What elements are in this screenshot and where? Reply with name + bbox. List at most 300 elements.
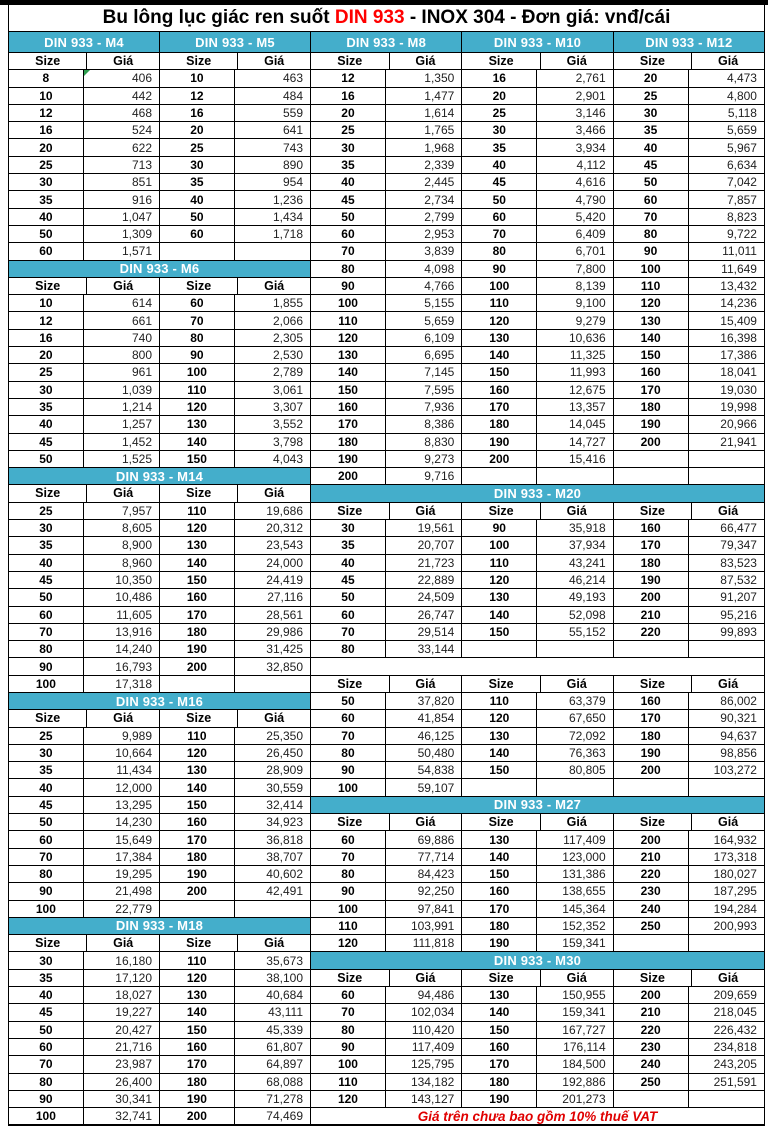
price-cell: 19,030 <box>720 382 757 397</box>
size-cell: 110 <box>614 278 689 294</box>
table-row <box>9 676 310 693</box>
price-cell: 6,695 <box>386 347 462 363</box>
table-row <box>9 987 310 1004</box>
price-cell: 38,100 <box>266 970 303 985</box>
table-row <box>311 278 764 295</box>
size-cell: 110 <box>160 503 235 519</box>
size-cell: 90 <box>160 347 235 363</box>
size-cell: 160 <box>614 693 689 709</box>
size-cell: 240 <box>614 1056 689 1072</box>
price-column-header: Giá <box>718 814 739 829</box>
price-cell: 26,450 <box>266 746 303 761</box>
size-column-header: Size <box>9 53 87 69</box>
size-cell: 60 <box>9 607 84 623</box>
price-cell: 4,766 <box>386 278 462 294</box>
price-cell: 46,125 <box>386 728 462 744</box>
price-cell: 14,236 <box>720 296 757 311</box>
size-cell: 80 <box>311 261 386 277</box>
price-cell: 7,957 <box>84 503 160 519</box>
price-cell: 24,419 <box>266 573 303 588</box>
price-cell: 18,027 <box>84 987 160 1003</box>
price-cell: 11,325 <box>537 347 613 363</box>
size-cell: 230 <box>614 883 689 899</box>
size-column-header: Size <box>311 53 390 69</box>
table-row <box>9 122 310 139</box>
price-cell: 95,216 <box>720 607 757 622</box>
section-header: DIN 933 - M10 <box>462 32 613 52</box>
size-cell: 140 <box>614 330 689 346</box>
table-row <box>311 555 764 572</box>
price-column-header: Giá <box>87 53 160 69</box>
table-row <box>9 607 310 624</box>
section-header-row <box>311 32 764 53</box>
size-cell: 180 <box>311 434 386 450</box>
price-cell: 916 <box>84 191 160 207</box>
size-column-header: Size <box>9 935 87 951</box>
table-row <box>311 226 764 243</box>
section-header-row <box>311 797 764 814</box>
price-cell: 28,561 <box>266 607 303 622</box>
price-cell: 17,318 <box>84 676 160 692</box>
price-cell: 14,045 <box>537 416 613 432</box>
size-cell: 150 <box>311 382 386 398</box>
size-cell: 40 <box>614 139 689 155</box>
size-cell: 60 <box>9 831 84 847</box>
size-cell: 180 <box>160 849 235 865</box>
price-cell: 46,214 <box>537 572 613 588</box>
size-cell: 30 <box>160 157 235 173</box>
section-header-row <box>9 261 310 278</box>
table-row <box>311 866 764 883</box>
size-cell: 100 <box>9 676 84 692</box>
price-cell: 77,714 <box>386 849 462 865</box>
price-cell: 2,530 <box>272 348 303 363</box>
size-cell: 70 <box>614 209 689 225</box>
price-cell: 7,042 <box>726 175 757 190</box>
size-cell: 30 <box>9 520 84 536</box>
price-column-header: Giá <box>390 814 463 830</box>
size-cell: 50 <box>311 209 386 225</box>
size-cell: 90 <box>9 1091 84 1107</box>
price-cell: 10,486 <box>84 589 160 605</box>
price-cell: 15,649 <box>84 831 160 847</box>
table-row <box>9 364 310 381</box>
price-cell: 5,420 <box>537 209 613 225</box>
price-cell: 559 <box>282 106 303 121</box>
size-cell: 90 <box>311 883 386 899</box>
size-cell: 80 <box>311 866 386 882</box>
price-cell: 6,109 <box>386 330 462 346</box>
price-cell: 954 <box>282 175 303 190</box>
price-cell: 1,765 <box>386 122 462 138</box>
size-cell: 190 <box>462 434 537 450</box>
price-cell: 1,571 <box>84 243 160 259</box>
price-column-header: Giá <box>541 53 614 69</box>
size-column-header: Size <box>614 503 693 519</box>
size-cell: 60 <box>614 191 689 207</box>
price-cell: 40,684 <box>266 988 303 1003</box>
price-cell: 19,295 <box>84 866 160 882</box>
price-cell: 38,707 <box>266 849 303 864</box>
table-row <box>9 555 310 572</box>
price-cell: 84,423 <box>386 866 462 882</box>
table-row <box>311 849 764 866</box>
price-column-header: Giá <box>87 278 160 294</box>
price-cell: 9,989 <box>84 728 160 744</box>
size-cell: 120 <box>311 935 386 951</box>
size-cell: 220 <box>614 866 689 882</box>
price-cell: 37,934 <box>537 537 613 553</box>
price-cell: 138,655 <box>537 883 613 899</box>
price-cell: 406 <box>84 70 160 86</box>
price-cell: 2,901 <box>537 88 613 104</box>
price-cell: 35,673 <box>266 953 303 968</box>
price-cell: 131,386 <box>537 866 613 882</box>
size-cell: 70 <box>9 849 84 865</box>
table-row <box>311 1056 764 1073</box>
size-cell: 12 <box>311 70 386 86</box>
price-cell: 18,041 <box>720 365 757 380</box>
price-table-left <box>9 32 311 1125</box>
price-cell: 36,818 <box>266 832 303 847</box>
table-row <box>9 797 310 814</box>
table-row <box>311 624 764 641</box>
size-cell: 30 <box>311 139 386 155</box>
price-column-header: Giá <box>541 676 614 692</box>
price-cell: 6,409 <box>537 226 613 242</box>
table-row <box>311 122 764 139</box>
size-cell <box>614 451 689 467</box>
size-column-header: Size <box>160 53 238 69</box>
table-row <box>9 970 310 987</box>
size-cell: 35 <box>9 970 84 986</box>
price-column-header: Giá <box>87 485 160 501</box>
price-cell: 20,427 <box>84 1022 160 1038</box>
size-column-header: Size <box>9 278 87 294</box>
price-cell: 21,498 <box>84 883 160 899</box>
section-header-row <box>9 693 310 710</box>
table-row <box>9 849 310 866</box>
table-row <box>9 1108 310 1125</box>
size-cell <box>614 641 689 657</box>
price-cell <box>689 935 764 951</box>
size-cell: 100 <box>9 1108 84 1124</box>
size-cell: 70 <box>9 1056 84 1072</box>
table-row <box>9 1056 310 1073</box>
section-header: DIN 933 - M6 <box>9 261 310 277</box>
section-header-row <box>9 32 310 53</box>
table-row <box>311 710 764 727</box>
table-row <box>311 693 764 710</box>
size-cell: 120 <box>160 745 235 761</box>
size-cell: 130 <box>462 330 537 346</box>
price-cell: 35,918 <box>537 520 613 536</box>
size-cell: 35 <box>311 537 386 553</box>
price-cell: 851 <box>84 174 160 190</box>
table-row <box>9 174 310 191</box>
price-cell: 64,897 <box>266 1057 303 1072</box>
price-cell: 76,363 <box>537 745 613 761</box>
size-cell: 250 <box>614 918 689 934</box>
table-row <box>9 226 310 243</box>
size-cell: 170 <box>462 399 537 415</box>
table-row <box>311 641 764 658</box>
size-cell: 25 <box>9 157 84 173</box>
column-header-row <box>311 53 764 70</box>
price-cell: 50,480 <box>386 745 462 761</box>
column-header-row <box>9 710 310 727</box>
size-cell: 100 <box>311 901 386 917</box>
size-cell: 10 <box>9 295 84 311</box>
price-cell: 3,307 <box>272 400 303 415</box>
size-cell: 150 <box>462 762 537 778</box>
price-cell: 33,144 <box>386 641 462 657</box>
price-cell: 3,798 <box>272 434 303 449</box>
size-cell <box>614 779 689 795</box>
size-cell: 50 <box>9 814 84 830</box>
table-row <box>311 261 764 278</box>
price-cell: 2,305 <box>272 330 303 345</box>
size-cell: 12 <box>9 312 84 328</box>
price-column-header: Giá <box>718 676 739 691</box>
price-cell: 468 <box>84 105 160 121</box>
size-cell: 50 <box>9 1022 84 1038</box>
size-cell: 40 <box>9 779 84 795</box>
price-cell: 4,473 <box>726 71 757 86</box>
size-cell: 170 <box>160 1056 235 1072</box>
size-cell: 180 <box>160 1074 235 1090</box>
price-cell: 8,960 <box>84 555 160 571</box>
price-cell: 1,968 <box>386 139 462 155</box>
size-cell: 50 <box>462 191 537 207</box>
table-row <box>9 105 310 122</box>
table-row <box>311 1004 764 1021</box>
price-cell: 713 <box>84 157 160 173</box>
price-column-header: Giá <box>541 970 614 986</box>
size-column-header: Size <box>9 710 87 726</box>
size-cell: 30 <box>9 382 84 398</box>
price-cell: 173,318 <box>713 849 757 864</box>
table-row <box>9 1022 310 1039</box>
price-cell: 9,279 <box>537 312 613 328</box>
table-row <box>9 191 310 208</box>
size-cell: 140 <box>160 1004 235 1020</box>
price-cell: 74,469 <box>266 1109 303 1124</box>
size-cell: 190 <box>311 451 386 467</box>
price-cell: 209,659 <box>713 988 757 1003</box>
price-cell: 7,857 <box>726 192 757 207</box>
price-cell: 9,716 <box>386 468 462 484</box>
price-cell: 13,432 <box>720 279 757 293</box>
section-header: DIN 933 - M4 <box>9 32 160 52</box>
size-cell: 160 <box>462 1039 537 1055</box>
size-cell: 240 <box>614 901 689 917</box>
price-cell: 14,230 <box>84 814 160 830</box>
size-cell: 50 <box>160 209 235 225</box>
size-cell: 60 <box>311 607 386 623</box>
size-cell: 120 <box>462 710 537 726</box>
size-cell: 70 <box>160 312 235 328</box>
table-row <box>9 88 310 105</box>
size-cell: 90 <box>9 658 84 674</box>
price-cell: 159,341 <box>537 1004 613 1020</box>
size-cell: 150 <box>160 451 235 467</box>
size-cell: 130 <box>160 987 235 1003</box>
size-cell: 30 <box>614 105 689 121</box>
column-header-row <box>311 503 764 520</box>
size-cell: 60 <box>311 987 386 1003</box>
size-cell: 150 <box>462 866 537 882</box>
price-cell: 11,605 <box>84 607 160 623</box>
size-cell: 70 <box>311 243 386 259</box>
column-header-row <box>9 53 310 70</box>
size-cell: 210 <box>614 849 689 865</box>
size-cell: 90 <box>462 261 537 277</box>
price-cell: 94,637 <box>720 728 757 743</box>
price-cell: 150,955 <box>537 987 613 1003</box>
size-cell: 150 <box>614 347 689 363</box>
size-cell: 25 <box>160 139 235 155</box>
price-cell: 218,045 <box>713 1005 757 1020</box>
table-row <box>9 831 310 848</box>
price-cell: 5,659 <box>726 123 757 138</box>
size-cell: 170 <box>614 537 689 553</box>
size-cell: 70 <box>311 728 386 744</box>
size-cell: 100 <box>160 364 235 380</box>
table-row <box>9 434 310 451</box>
price-cell: 125,795 <box>386 1056 462 1072</box>
price-cell: 86,002 <box>720 694 757 709</box>
size-cell: 30 <box>9 745 84 761</box>
table-row <box>311 918 764 935</box>
price-cell: 10,636 <box>537 330 613 346</box>
size-cell: 12 <box>9 105 84 121</box>
size-cell: 12 <box>160 88 235 104</box>
table-row <box>9 295 310 312</box>
price-cell <box>537 641 613 657</box>
price-cell: 5,118 <box>727 106 757 121</box>
size-cell: 80 <box>160 330 235 346</box>
price-cell: 20,966 <box>720 417 757 432</box>
price-cell: 800 <box>84 347 160 363</box>
price-cell: 83,523 <box>720 555 757 570</box>
price-cell: 111,818 <box>386 935 462 951</box>
size-cell: 45 <box>9 572 84 588</box>
price-cell: 32,741 <box>84 1108 160 1124</box>
size-cell: 45 <box>462 174 537 190</box>
price-cell: 42,491 <box>266 884 303 899</box>
section-header: DIN 933 - M27 <box>311 797 764 813</box>
price-cell: 12,675 <box>537 382 613 398</box>
table-row <box>311 831 764 848</box>
price-cell: 3,934 <box>537 139 613 155</box>
price-cell: 442 <box>84 88 160 104</box>
size-cell <box>462 468 537 484</box>
size-cell: 180 <box>614 399 689 415</box>
size-cell: 120 <box>462 312 537 328</box>
size-column-header: Size <box>160 710 238 726</box>
size-cell: 130 <box>160 537 235 553</box>
size-cell: 180 <box>614 728 689 744</box>
price-cell: 19,561 <box>386 520 462 536</box>
size-cell: 110 <box>160 382 235 398</box>
price-cell: 27,116 <box>267 590 303 605</box>
size-cell: 250 <box>614 1074 689 1090</box>
size-cell: 190 <box>614 572 689 588</box>
size-cell: 50 <box>311 693 386 709</box>
size-cell: 25 <box>462 105 537 121</box>
column-header-row <box>9 278 310 295</box>
size-cell: 25 <box>311 122 386 138</box>
size-cell: 120 <box>160 399 235 415</box>
table-row <box>311 935 764 952</box>
size-cell: 40 <box>9 209 84 225</box>
price-cell: 8,139 <box>537 278 613 294</box>
size-cell: 40 <box>9 555 84 571</box>
column-header-row <box>9 485 310 502</box>
table-row <box>311 347 764 364</box>
size-cell: 90 <box>462 520 537 536</box>
price-cell: 21,723 <box>386 555 462 571</box>
price-cell: 32,850 <box>266 659 303 674</box>
size-cell: 40 <box>311 174 386 190</box>
price-cell: 4,043 <box>272 451 303 466</box>
table-row <box>311 987 764 1004</box>
size-cell: 70 <box>311 849 386 865</box>
size-cell: 45 <box>614 157 689 173</box>
size-cell: 90 <box>311 1039 386 1055</box>
table-row <box>311 883 764 900</box>
size-cell: 130 <box>311 347 386 363</box>
size-cell: 150 <box>160 1022 235 1038</box>
price-cell: 20,707 <box>386 537 462 553</box>
table-row <box>311 416 764 433</box>
size-cell: 200 <box>311 468 386 484</box>
price-cell: 68,088 <box>266 1074 303 1089</box>
size-column-header: Size <box>462 676 541 692</box>
size-cell: 190 <box>160 641 235 657</box>
size-cell: 80 <box>9 866 84 882</box>
price-cell: 110,420 <box>386 1022 462 1038</box>
size-cell: 60 <box>311 710 386 726</box>
size-cell: 230 <box>614 1039 689 1055</box>
price-column-header: Giá <box>390 53 463 69</box>
column-header-row <box>311 970 764 987</box>
price-column-header: Giá <box>390 503 463 519</box>
price-cell: 15,409 <box>720 313 757 328</box>
price-column-header: Giá <box>390 970 463 986</box>
size-cell: 120 <box>311 1091 386 1107</box>
size-cell: 130 <box>462 589 537 605</box>
price-cell: 4,112 <box>537 157 613 173</box>
price-cell: 17,386 <box>720 348 757 363</box>
size-cell: 30 <box>462 122 537 138</box>
price-cell: 961 <box>84 364 160 380</box>
size-cell: 45 <box>311 572 386 588</box>
size-cell: 200 <box>614 831 689 847</box>
table-row <box>311 728 764 745</box>
size-cell: 40 <box>462 157 537 173</box>
price-cell: 67,650 <box>537 710 613 726</box>
size-cell: 90 <box>311 278 386 294</box>
size-cell: 100 <box>311 295 386 311</box>
price-cell: 61,807 <box>266 1040 303 1055</box>
table-row <box>311 330 764 347</box>
section-header-row <box>9 918 310 935</box>
size-cell: 130 <box>614 312 689 328</box>
price-cell: 24,509 <box>386 589 462 605</box>
size-cell: 90 <box>9 883 84 899</box>
